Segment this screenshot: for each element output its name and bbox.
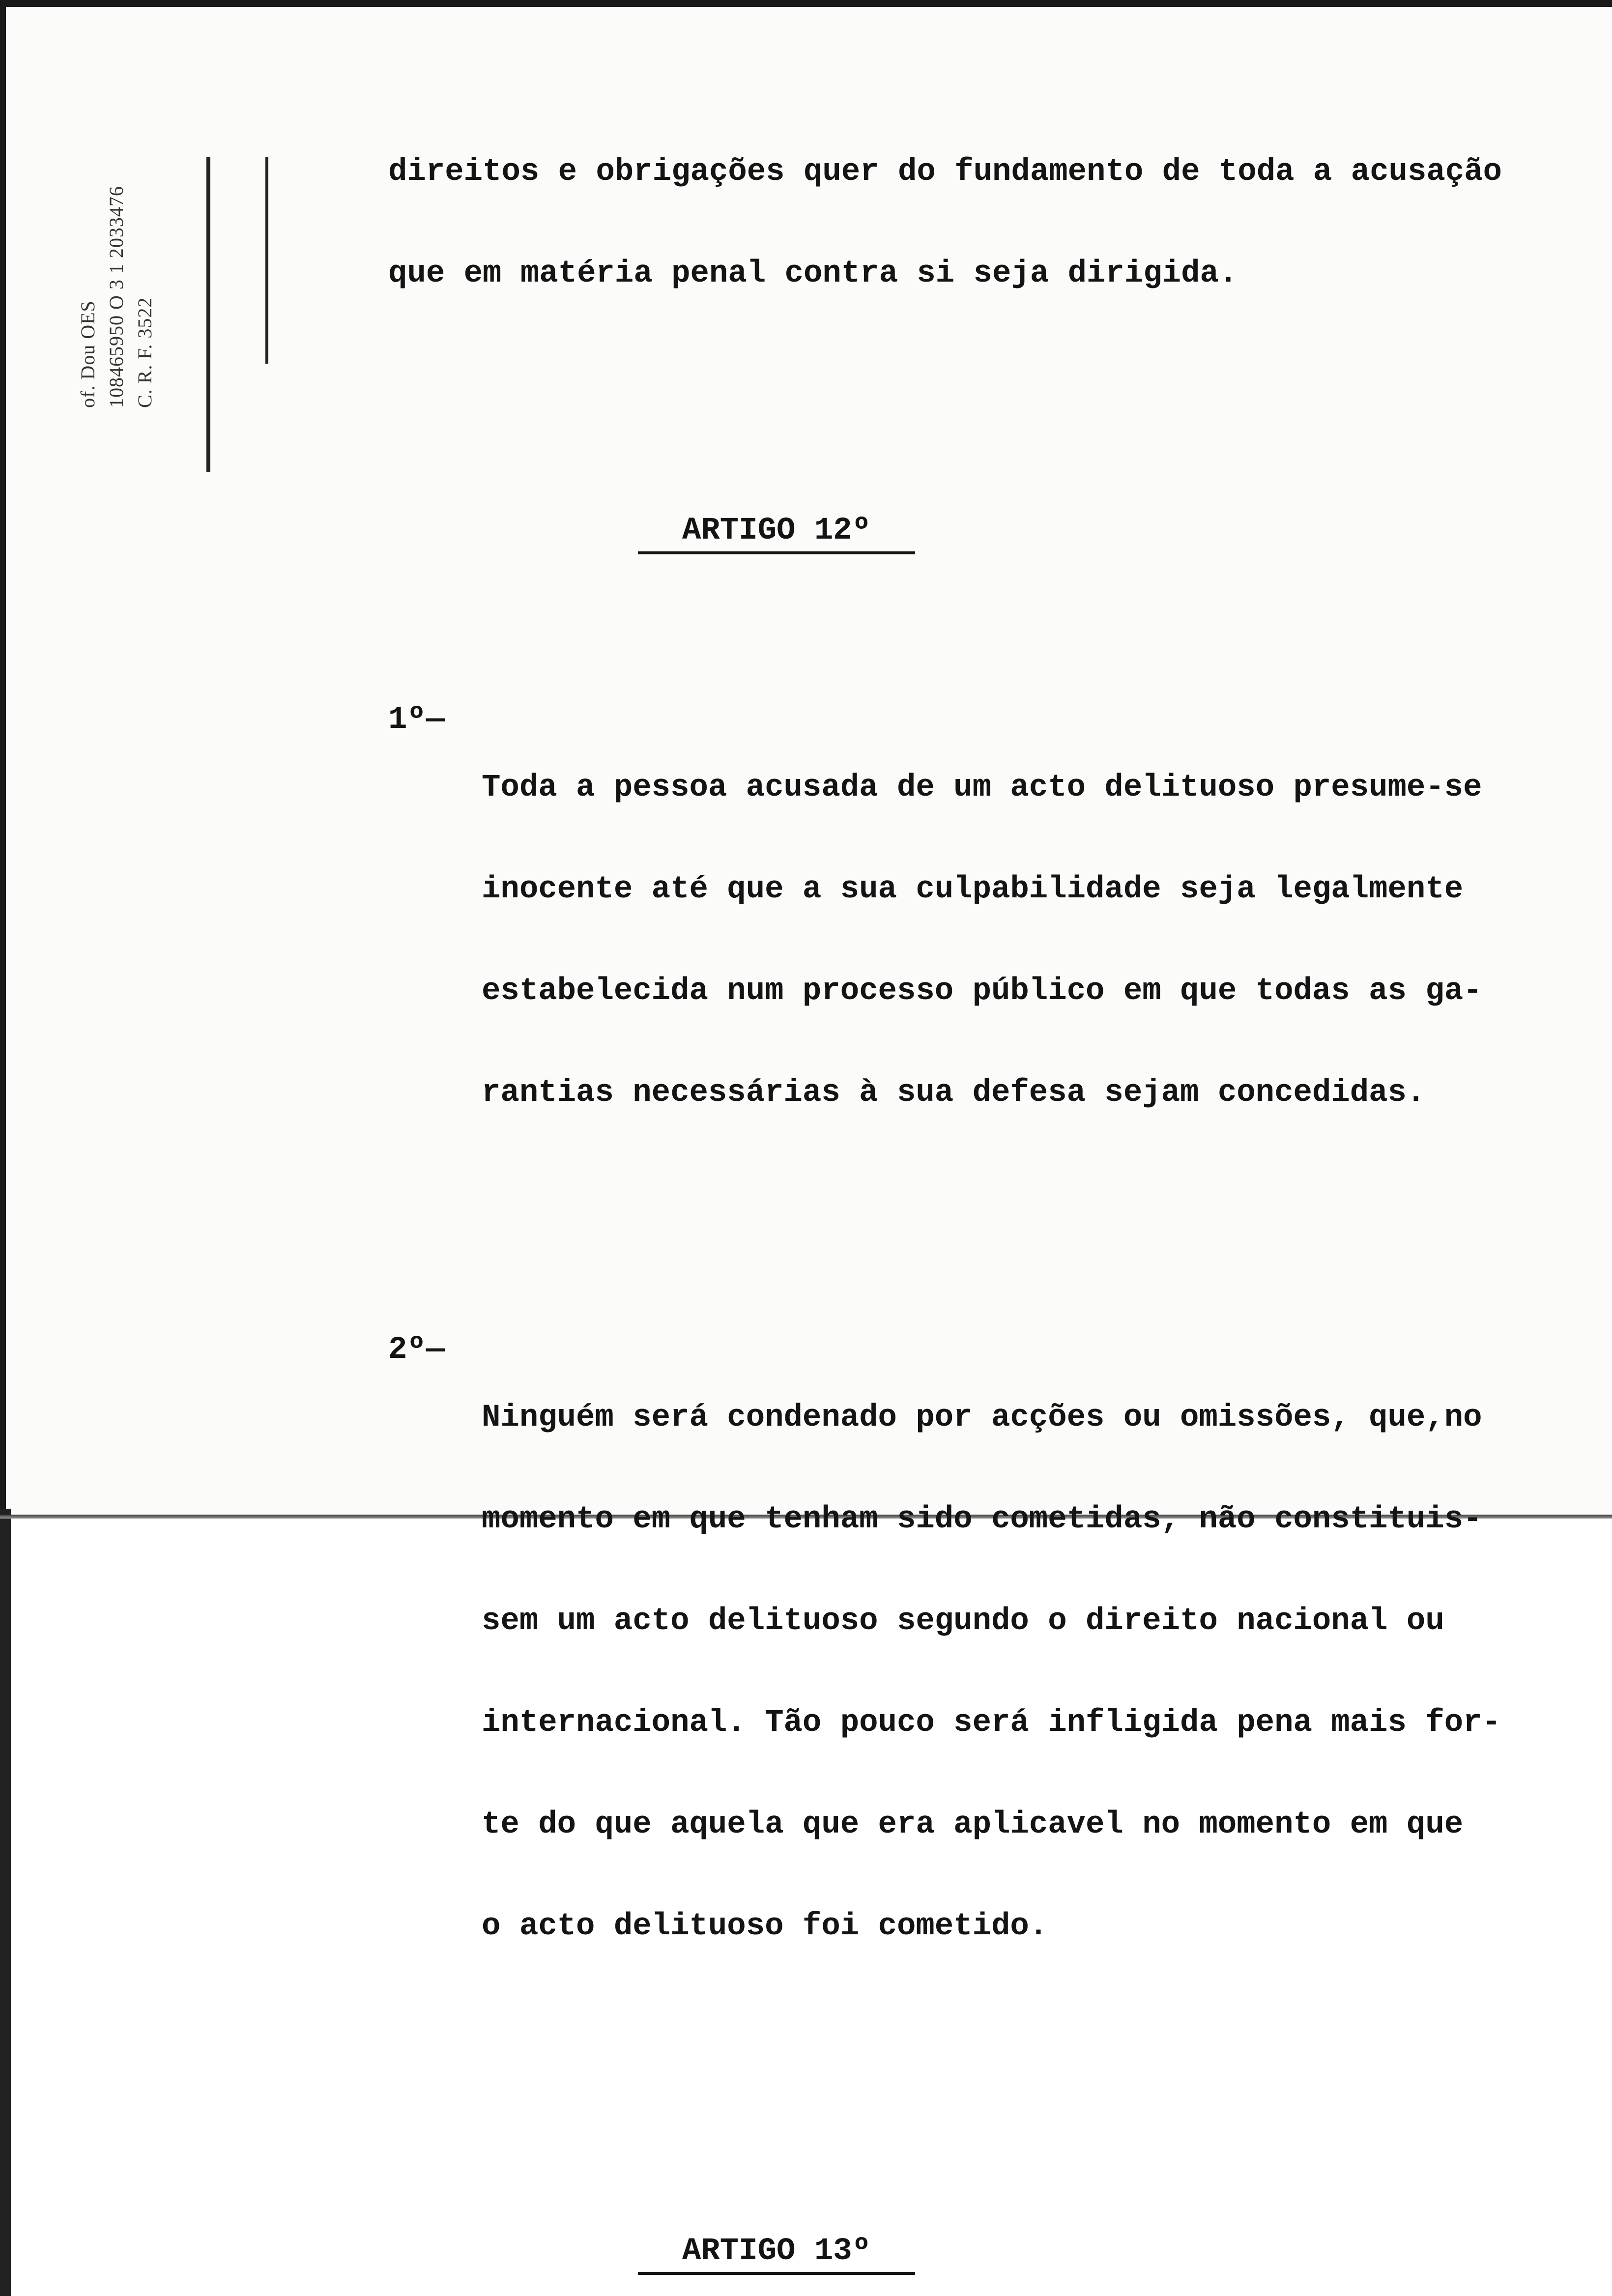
item-number: 2º— [388,1332,445,1368]
article-heading: ARTIGO 13º [487,2235,1066,2268]
text-line: Ninguém será condenado por acções ou omissões, que,no [482,1400,1482,1435]
text-line: te do que aquela que era aplicavel no momento em que [482,1807,1464,1842]
stamp-line: 108465950 O 3 1 2033476 [105,186,127,408]
item-number: 1º— [388,702,445,738]
stamp-line: C. R. F. 3522 [134,297,156,408]
text-line: rantias necessárias à sua defesa sejam concedidas. [482,1075,1426,1111]
stamp-bar [265,157,268,364]
scan-edge-left [0,0,6,1533]
text-line: internacional. Tão pouco será infligida pena mais for- [482,1705,1501,1741]
text-line: estabelecida num processo público em que todas as ga- [482,974,1482,1009]
stamp-bar [206,157,210,472]
article-item [388,703,1597,1178]
text-line: momento em que tenham sido cometidas, não constituis- [482,1502,1482,1537]
text-line: Toda a pessoa acusada de um acto delituoso presume-se [482,770,1482,805]
intro-line: que em matéria penal contra si seja dirigida. [388,256,1238,291]
archive-stamp-text [74,74,159,408]
document-body [388,87,1597,2296]
text-line: sem um acto delituoso segundo o direito nacional ou [482,1604,1444,1639]
scan-edge-top [0,0,1612,7]
text-line: inocente até que a sua culpabilidade seja legalmente [482,872,1464,907]
article-item [388,1333,1597,2011]
stamp-line: of. Dou OES [77,300,99,408]
archive-stamp [74,74,231,418]
text-line: o acto delituoso foi cometido. [482,1909,1048,1944]
scan-edge-left-lower [0,1509,11,2296]
intro-line: direitos e obrigações quer do fundamento de toda a acusação [388,154,1502,190]
article-heading: ARTIGO 12º [487,514,1066,548]
